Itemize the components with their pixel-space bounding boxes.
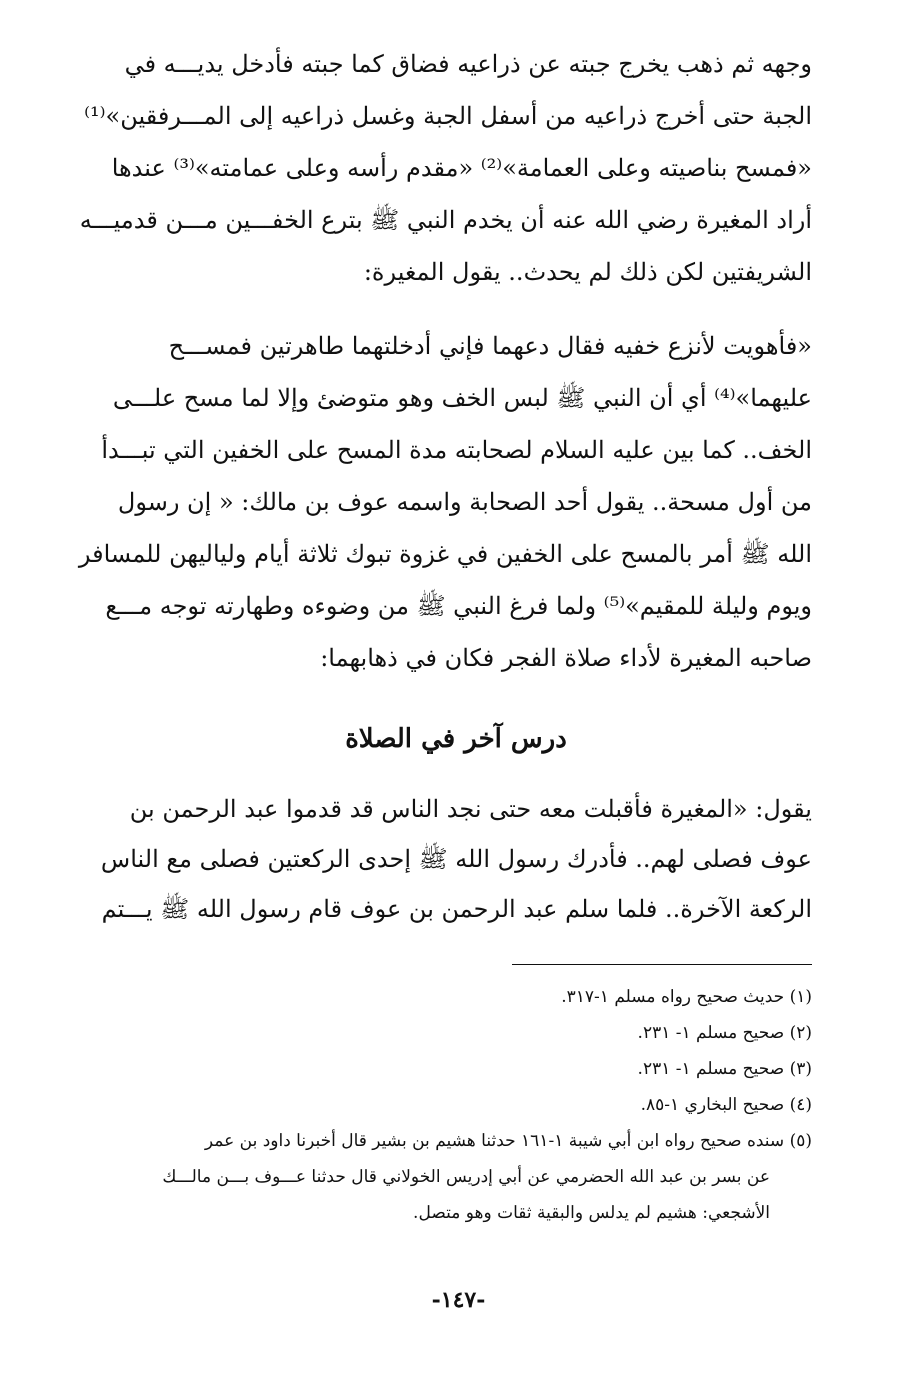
text-line: الركعة الآخرة.. فلما سلم عبد الرحمن بن عوف قام رسول الله ﷺ يـــتم	[101, 895, 812, 923]
footnote-5: (٥) سنده صحيح رواه ابن أبي شيبة ١-١٦١ حدثنا هشيم بن بشير قال أخبرنا داود بن عمر	[204, 1131, 812, 1151]
text-line: «فأهويت لأنزع خفيه فقال دعهما فإني أدخلتهما طاهرتين فمســـح	[168, 332, 812, 360]
text-line: «فمسح بناصيته وعلى العمامة»⁽²⁾ «مقدم رأسه وعلى عمامته»⁽³⁾ عندها	[111, 154, 812, 182]
footnote-5-continuation: الأشجعي: هشيم لم يدلس والبقية ثقات وهو متصل.	[413, 1203, 770, 1223]
footnote-2: (٢) صحيح مسلم ١- ٢٣١.	[637, 1023, 812, 1043]
text-line: الخف.. كما بين عليه السلام لصحابته مدة المسح على الخفين التي تبـــدأ	[101, 436, 812, 464]
text-line: أراد المغيرة رضي الله عنه أن يخدم النبي ﷺ بترع الخفـــين مـــن قدميـــه	[79, 206, 812, 234]
document-page	[78, 38, 812, 1231]
paragraph-2	[78, 320, 812, 684]
paragraph-1	[79, 38, 812, 298]
text-line: يقول: «المغيرة فأقبلت معه حتى نجد الناس قد قدموا عبد الرحمن بن	[129, 795, 812, 823]
footnote-divider	[512, 964, 812, 965]
page-number: -١٤٧-	[431, 1287, 486, 1313]
footnote-3: (٣) صحيح مسلم ١- ٢٣١.	[637, 1059, 812, 1079]
paragraph-3	[100, 784, 812, 934]
text-line: عليهما»⁽⁴⁾ أي أن النبي ﷺ لبس الخف وهو متوضئ وإلا لما مسح علـــى	[112, 384, 812, 412]
text-line: الله ﷺ أمر بالمسح على الخفين في غزوة تبوك ثلاثة أيام ولياليهن للمسافر	[78, 540, 812, 568]
text-line: وجهه ثم ذهب يخرج جبته عن ذراعيه فضاق كما جبته فأدخل يديـــه في	[124, 50, 812, 78]
text-line: ويوم وليلة للمقيم»⁽⁵⁾ ولما فرغ النبي ﷺ من وضوءه وطهارته توجه مـــع	[105, 592, 812, 620]
footnotes	[100, 979, 812, 1231]
footnote-4: (٤) صحيح البخاري ١-٨٥.	[640, 1095, 812, 1115]
footnote-5-continuation: عن بسر بن عبد الله الحضرمي عن أبي إدريس الخولاني قال حدثنا عـــوف بـــن مالـــك	[162, 1167, 770, 1187]
text-line: الشريفتين لكن ذلك لم يحدث.. يقول المغيرة:	[363, 258, 812, 286]
text-line: صاحبه المغيرة لأداء صلاة الفجر فكان في ذهابهما:	[320, 644, 812, 672]
text-line: عوف فصلى لهم.. فأدرك رسول الله ﷺ إحدى الركعتين فصلى مع الناس	[100, 845, 812, 873]
text-line: الجبة حتى أخرج ذراعيه من أسفل الجبة وغسل ذراعيه إلى المـــرفقين»⁽¹⁾	[84, 102, 812, 130]
section-heading: درس آخر في الصلاة	[345, 724, 567, 754]
text-line: من أول مسحة.. يقول أحد الصحابة واسمه عوف بن مالك: « إن رسول	[117, 488, 812, 516]
footnote-1: (١) حديث صحيح رواه مسلم ١-٣١٧.	[561, 987, 812, 1007]
